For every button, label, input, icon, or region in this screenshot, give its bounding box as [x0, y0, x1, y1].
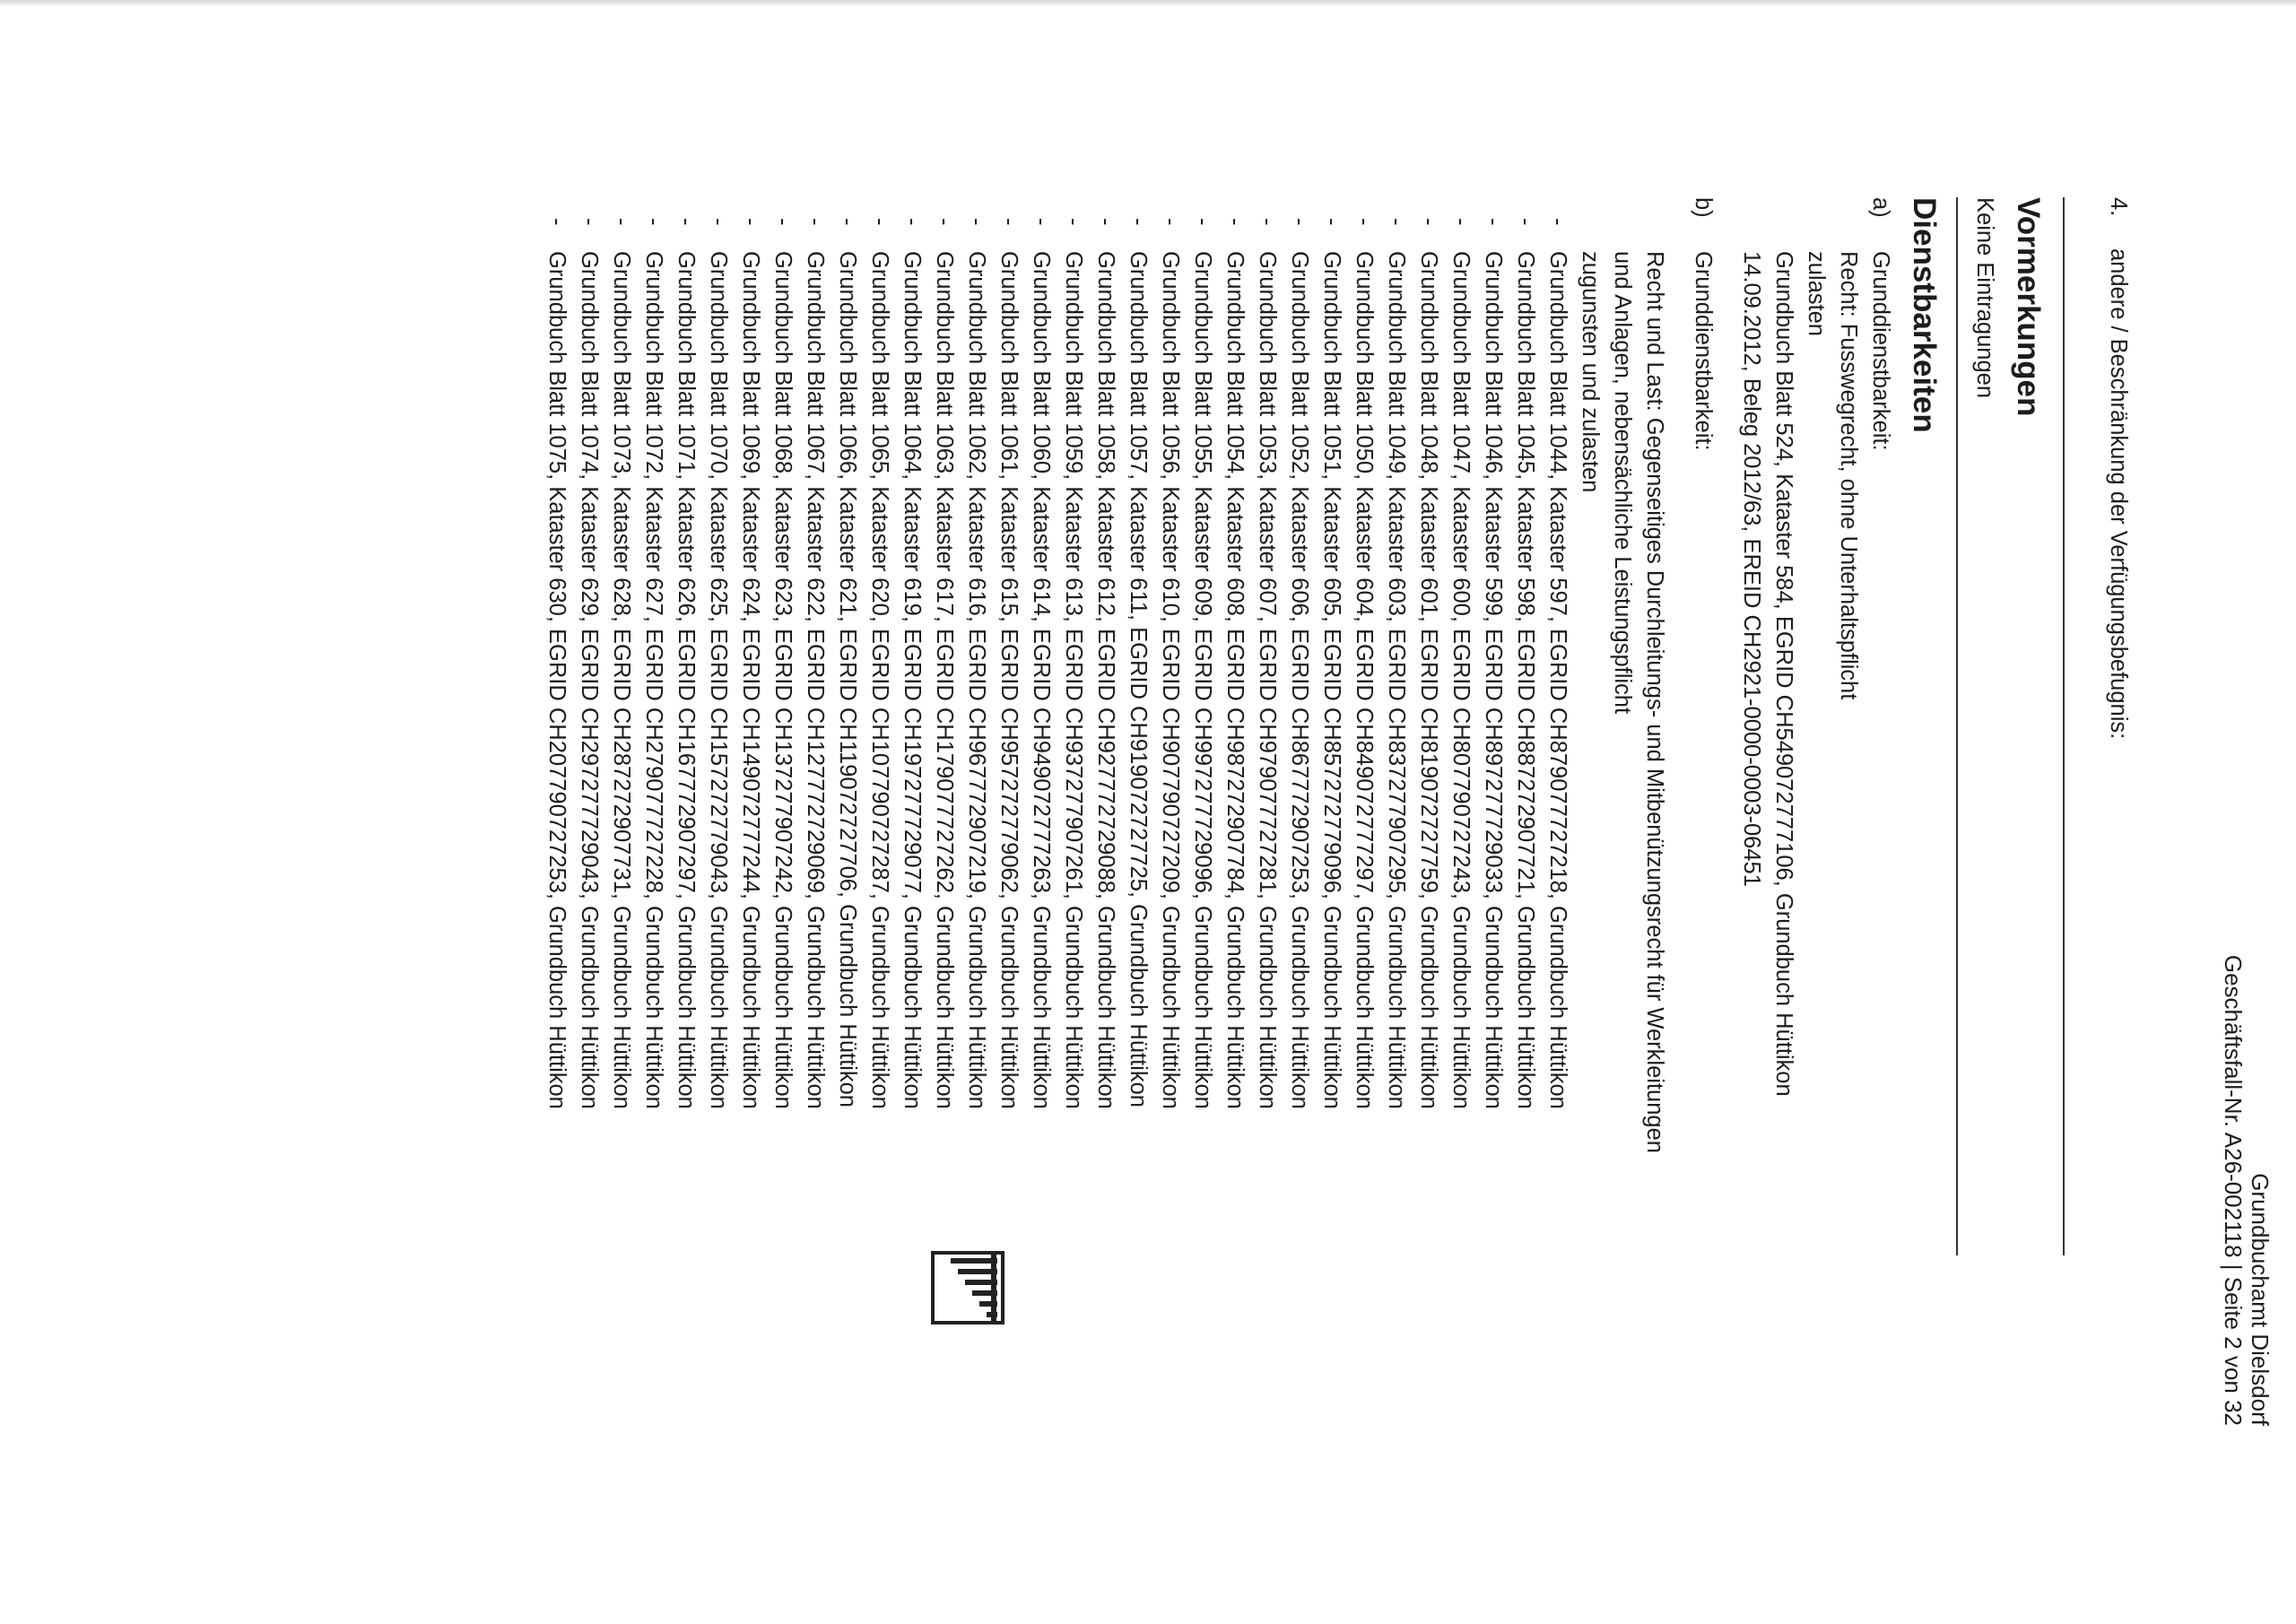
grundbuch-entry: Grundbuch Blatt 1052, Kataster 606, EGRID CH867772907253, Grundbuch Hüttikon: [1287, 251, 1312, 1109]
grundbuch-entry: Grundbuch Blatt 1068, Kataster 623, EGRID CH137277907242, Grundbuch Hüttikon: [770, 251, 796, 1109]
grundbuch-entry: Grundbuch Blatt 1053, Kataster 607, EGRID CH979077727281, Grundbuch Hüttikon: [1255, 251, 1280, 1109]
item-b-zugunsten-label: zugunsten und zulasten: [1578, 251, 1603, 493]
grundbuch-entry: Grundbuch Blatt 1050, Kataster 604, EGRID CH849072777297, Grundbuch Hüttikon: [1352, 251, 1377, 1109]
grundbuch-entry: Grundbuch Blatt 1049, Kataster 603, EGRID CH837277907295, Grundbuch Hüttikon: [1384, 251, 1409, 1109]
list-bullet: -: [1158, 218, 1183, 226]
scan-edge: [0, 0, 2296, 7]
section-4-number: 4.: [2106, 197, 2131, 217]
list-bullet: -: [1287, 218, 1312, 226]
list-bullet: -: [738, 218, 763, 226]
list-bullet: -: [1222, 218, 1248, 226]
grundbuch-entry: Grundbuch Blatt 1075, Kataster 630, EGRID CH207790727253, Grundbuch Hüttikon: [544, 251, 570, 1109]
list-bullet: -: [1190, 218, 1215, 226]
grundbuch-entry: Grundbuch Blatt 1054, Kataster 608, EGRID CH987272907784, Grundbuch Hüttikon: [1222, 251, 1248, 1109]
office-name: Grundbuchamt Dielsdorf: [2247, 1173, 2274, 1426]
grundbuch-entry: Grundbuch Blatt 1062, Kataster 616, EGRID CH967772907219, Grundbuch Hüttikon: [964, 251, 989, 1109]
divider-top: [2063, 197, 2065, 1255]
grundbuch-entry: Grundbuch Blatt 1072, Kataster 627, EGRID CH279077727228, Grundbuch Hüttikon: [641, 251, 666, 1109]
grundbuch-entry: Grundbuch Blatt 1070, Kataster 625, EGRID CH157272779043, Grundbuch Hüttikon: [706, 251, 731, 1109]
list-bullet: -: [835, 218, 860, 226]
section-4-text: andere / Beschränkung der Verfügungsbefugnis:: [2106, 248, 2131, 740]
grundbuch-entry: Grundbuch Blatt 1044, Kataster 597, EGRID CH879077727218, Grundbuch Hüttikon: [1545, 251, 1570, 1109]
item-b-marker: b): [1691, 197, 1716, 218]
grundbuch-entry: Grundbuch Blatt 1046, Kataster 599, EGRID CH897277729033, Grundbuch Hüttikon: [1481, 251, 1506, 1109]
list-bullet: -: [932, 218, 957, 226]
item-a-marker: a): [1868, 197, 1893, 218]
grundbuch-entry: Grundbuch Blatt 1056, Kataster 610, EGRID CH907790727209, Grundbuch Hüttikon: [1158, 251, 1183, 1109]
list-bullet: -: [900, 218, 925, 226]
case-number: Geschäftsfall-Nr. A26-002118 | Seite 2 von 32: [2220, 954, 2247, 1426]
grundbuch-entry: Grundbuch Blatt 1060, Kataster 614, EGRID CH949072777263, Grundbuch Hüttikon: [1029, 251, 1054, 1109]
list-bullet: -: [1448, 218, 1474, 226]
grundbuch-entry: Grundbuch Blatt 1071, Kataster 626, EGRID CH167772907297, Grundbuch Hüttikon: [674, 251, 699, 1109]
grundbuch-entry: Grundbuch Blatt 1073, Kataster 628, EGRID CH287272907731, Grundbuch Hüttikon: [609, 251, 634, 1109]
list-bullet: -: [1126, 218, 1151, 226]
list-bullet: -: [1352, 218, 1377, 226]
grundbuch-entry: Grundbuch Blatt 1055, Kataster 609, EGRID CH997277729096, Grundbuch Hüttikon: [1190, 251, 1215, 1109]
grundbuch-entry: Grundbuch Blatt 1064, Kataster 619, EGRID CH197277729077, Grundbuch Hüttikon: [900, 251, 925, 1109]
divider-bottom: [1956, 197, 1958, 1255]
grundbuchamt-logo-icon: [931, 1251, 1004, 1324]
list-bullet: -: [867, 218, 892, 226]
vormerkungen-title: Vormerkungen: [2011, 197, 2046, 417]
list-bullet: -: [1061, 218, 1086, 226]
item-a-heading: Grunddienstbarkeit:: [1868, 251, 1893, 451]
list-bullet: -: [770, 218, 796, 226]
list-bullet: -: [996, 218, 1022, 226]
list-bullet: -: [1416, 218, 1441, 226]
list-bullet: -: [1481, 218, 1506, 226]
grundbuch-entry: Grundbuch Blatt 1074, Kataster 629, EGRID CH297277729043, Grundbuch Hüttikon: [577, 251, 602, 1109]
list-bullet: -: [1093, 218, 1118, 226]
item-a-zulasten-label: zulasten: [1804, 251, 1829, 336]
page-header: [2220, 955, 2274, 1426]
list-bullet: -: [706, 218, 731, 226]
list-bullet: -: [964, 218, 989, 226]
grundbuch-entry: Grundbuch Blatt 1045, Kataster 598, EGRID CH887272907721, Grundbuch Hüttikon: [1513, 251, 1538, 1109]
list-bullet: -: [1319, 218, 1344, 226]
grundbuch-entry: Grundbuch Blatt 1069, Kataster 624, EGRID CH149072777244, Grundbuch Hüttikon: [738, 251, 763, 1109]
document-page: [121, 197, 2274, 1426]
vormerkungen-text: Keine Eintragungen: [1972, 197, 1997, 399]
item-a-recht: Recht: Fusswegrecht, ohne Unterhaltspflicht: [1836, 251, 1861, 700]
list-bullet: -: [609, 218, 634, 226]
grundbuch-entry: Grundbuch Blatt 1051, Kataster 605, EGRID CH857272779096, Grundbuch Hüttikon: [1319, 251, 1344, 1109]
list-bullet: -: [1545, 218, 1570, 226]
grundbuch-entry: Grundbuch Blatt 1047, Kataster 600, EGRID CH807790727243, Grundbuch Hüttikon: [1448, 251, 1474, 1109]
list-bullet: -: [1029, 218, 1054, 226]
list-bullet: -: [803, 218, 828, 226]
grundbuch-entry: Grundbuch Blatt 1061, Kataster 615, EGRID CH957272779062, Grundbuch Hüttikon: [996, 251, 1022, 1109]
list-bullet: -: [1255, 218, 1280, 226]
item-b-recht-line-1: Recht und Last: Gegenseitiges Durchleitungs- und Mitbenützungsrecht für Werkleitungen: [1642, 251, 1667, 1153]
grundbuch-entry: Grundbuch Blatt 1067, Kataster 622, EGRID CH127772729069, Grundbuch Hüttikon: [803, 251, 828, 1109]
list-bullet: -: [1384, 218, 1409, 226]
list-bullet: -: [674, 218, 699, 226]
list-bullet: -: [577, 218, 602, 226]
list-bullet: -: [641, 218, 666, 226]
item-b-heading: Grunddienstbarkeit:: [1691, 251, 1716, 451]
list-bullet: -: [1513, 218, 1538, 226]
grundbuch-entry: Grundbuch Blatt 1066, Kataster 621, EGRID CH119072727706, Grundbuch Hüttikon: [835, 251, 860, 1107]
grundbuch-entry: Grundbuch Blatt 1059, Kataster 613, EGRID CH937277907261, Grundbuch Hüttikon: [1061, 251, 1086, 1109]
list-bullet: -: [544, 218, 570, 226]
item-b-recht-line-2: und Anlagen, nebensächliche Leistungspflicht: [1610, 251, 1635, 715]
grundbuch-entry: Grundbuch Blatt 1057, Kataster 611, EGRID CH919072727725, Grundbuch Hüttikon: [1126, 251, 1151, 1107]
grundbuch-entry: Grundbuch Blatt 1065, Kataster 620, EGRID CH107790727287, Grundbuch Hüttikon: [867, 251, 892, 1109]
grundbuch-entry: Grundbuch Blatt 1063, Kataster 617, EGRID CH179077727262, Grundbuch Hüttikon: [932, 251, 957, 1109]
dienstbarkeiten-title: Dienstbarkeiten: [1907, 197, 1942, 433]
grundbuch-entry: Grundbuch Blatt 1058, Kataster 612, EGRID CH927772729088, Grundbuch Hüttikon: [1093, 251, 1118, 1109]
grundbuch-entry: Grundbuch Blatt 1048, Kataster 601, EGRID CH819072727759, Grundbuch Hüttikon: [1416, 251, 1441, 1109]
item-a-zulasten-text: Grundbuch Blatt 524, Kataster 584, EGRID CH549072777106, Grundbuch Hüttikon: [1771, 251, 1796, 1097]
item-a-beleg: 14.09.2012, Beleg 2012/63, EREID CH2921-0000-0003-06451: [1739, 251, 1764, 887]
